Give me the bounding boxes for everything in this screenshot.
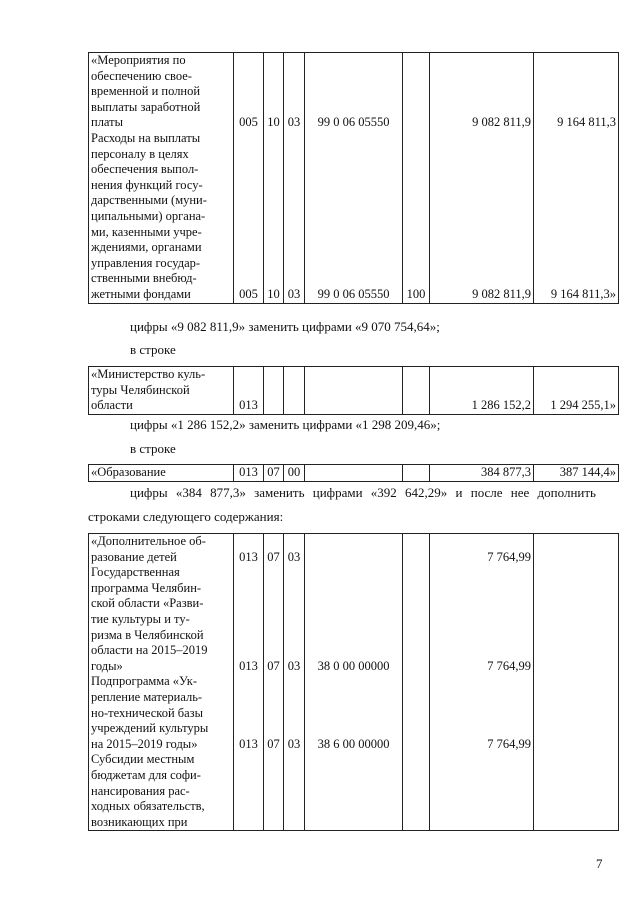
target-article-cell: 99 0 06 05550 [305,131,403,303]
section-code-cell: 07 [264,674,284,752]
expense-type-cell [403,674,430,752]
amount-year2-cell: 9 164 811,3» [534,131,619,303]
table-row [89,565,619,674]
section-code-cell: 07 [264,465,284,482]
text-line: нения функций госу- [91,177,203,192]
text-line: области на 2015–2019 [91,643,208,658]
text-line: «Министерство куль- [91,367,206,381]
subsection-code-cell: 03 [284,534,305,566]
instruction-paragraph: цифры «1 286 152,2» заменить цифрами «1 298 209,46»; [130,417,441,432]
target-article-cell: 38 0 00 00000 [305,565,403,674]
table-row [89,752,619,830]
text-line: «Дополнительное об- [91,534,206,548]
amount-year1-cell: 9 082 811,9 [430,53,534,131]
amount-year1-cell: 7 764,99 [430,534,534,566]
text-line: ходных обязательств, [91,799,205,814]
target-article-cell: 99 0 06 05550 [305,53,403,131]
instruction-paragraph: цифры «384 877,3» заменить цифрами «392 642,29» и после нее дополнить [130,485,596,500]
amount-year2-cell [534,534,619,566]
amount-year1-cell: 7 764,99 [430,674,534,752]
page-number: 7 [596,856,603,871]
text-line: временной и полной [91,84,201,99]
subsection-code-cell: 03 [284,131,305,303]
amount-year2-cell: 9 164 811,3 [534,53,619,131]
amount-year1-cell: 9 082 811,9 [430,131,534,303]
text-line: персоналу в целях [91,146,189,161]
text-line: репление материаль- [91,689,203,704]
text-line: нансирования рас- [91,783,190,798]
text-line: выплаты заработной [91,99,201,114]
section-code-cell [264,752,284,830]
row-name-cell [89,53,234,131]
row-name-cell [89,674,234,752]
text-line: ждениями, органами [91,240,202,255]
subsection-code-cell: 00 [284,465,305,482]
ministry-code-cell: 005 [234,131,264,303]
row-name-cell [89,367,234,415]
section-code-cell: 10 [264,131,284,303]
amount-year1-cell: 7 764,99 [430,565,534,674]
subsection-code-cell: 03 [284,565,305,674]
amount-year2-cell [534,674,619,752]
row-name-cell [89,131,234,303]
text-line: ризма в Челябинской [91,627,204,642]
text-line: но-технической базы [91,705,204,720]
subsection-code-cell [284,752,305,830]
text-line: годы» [91,658,123,673]
amount-year1-cell: 1 286 152,2 [430,367,534,415]
text-line: возникающих при [91,814,188,829]
text-line: Подпрограмма «Ук- [91,674,198,689]
ministry-code-cell: 005 [234,53,264,131]
section-code-cell [264,367,284,415]
text-line: управления государ- [91,255,201,270]
expense-type-cell [403,565,430,674]
text-line: учреждений культуры [91,721,209,736]
target-article-cell: 38 6 00 00000 [305,674,403,752]
table-row [89,674,619,752]
ministry-code-cell: 013 [234,367,264,415]
ministry-code-cell: 013 [234,534,264,566]
text-line: ственными внебюд- [91,271,197,286]
text-line: разование детей [91,549,177,564]
ministry-code-cell: 013 [234,465,264,482]
text-line: ципальными) органа- [91,208,206,223]
row-name-cell [89,534,234,566]
ministry-code-cell: 013 [234,674,264,752]
text-line: на 2015–2019 годы» [91,736,198,751]
text-line: Субсидии местным [91,752,195,767]
amount-year1-cell [430,752,534,830]
amount-year1-cell: 384 877,3 [430,465,534,482]
appropriations-table-1 [88,52,619,304]
instruction-paragraph: строками следующего содержания: [88,509,284,524]
row-label: в строке [130,441,176,456]
section-code-cell: 10 [264,53,284,131]
expense-type-cell [403,465,430,482]
text-line: «Мероприятия по [91,53,186,67]
row-name-cell [89,565,234,674]
section-code-cell: 07 [264,565,284,674]
row-label: в строке [130,342,176,357]
table-row [89,367,619,415]
ministry-code-cell [234,752,264,830]
amount-year2-cell [534,752,619,830]
amount-year2-cell: 387 144,4» [534,465,619,482]
text-line: области [91,398,133,413]
expense-type-cell [403,752,430,830]
text-line: «Образование [91,465,166,479]
appropriations-table-3 [88,464,619,482]
amount-year2-cell [534,565,619,674]
target-article-cell [305,367,403,415]
ministry-code-cell: 013 [234,565,264,674]
expense-type-cell [403,534,430,566]
target-article-cell [305,534,403,566]
expense-type-cell [403,53,430,131]
text-line: жетными фондами [91,286,191,301]
row-name-cell [89,752,234,830]
text-line: туры Челябинской [91,382,190,397]
text-line: платы [91,115,124,130]
table-row [89,131,619,303]
text-line: программа Челябин- [91,580,202,595]
subsection-code-cell [284,367,305,415]
text-line: тие культуры и ту- [91,611,190,626]
target-article-cell [305,465,403,482]
text-line: Расходы на выплаты [91,130,201,145]
target-article-cell [305,752,403,830]
amount-year2-cell: 1 294 255,1» [534,367,619,415]
text-line: ми, казенными учре- [91,224,202,239]
row-name-cell [89,465,234,482]
table-row [89,465,619,482]
table-row [89,534,619,566]
appropriations-table-4 [88,533,619,831]
text-line: обеспечению свое- [91,68,192,83]
text-line: дарственными (муни- [91,193,207,208]
subsection-code-cell: 03 [284,53,305,131]
subsection-code-cell: 03 [284,674,305,752]
text-line: бюджетам для софи- [91,767,201,782]
table-row [89,53,619,131]
expense-type-cell [403,367,430,415]
text-line: Государственная [91,565,180,580]
instruction-paragraph: цифры «9 082 811,9» заменить цифрами «9 070 754,64»; [130,319,440,334]
text-line: ской области «Разви- [91,596,204,611]
appropriations-table-2 [88,366,619,415]
expense-type-cell: 100 [403,131,430,303]
text-line: обеспечения выпол- [91,162,199,177]
section-code-cell: 07 [264,534,284,566]
